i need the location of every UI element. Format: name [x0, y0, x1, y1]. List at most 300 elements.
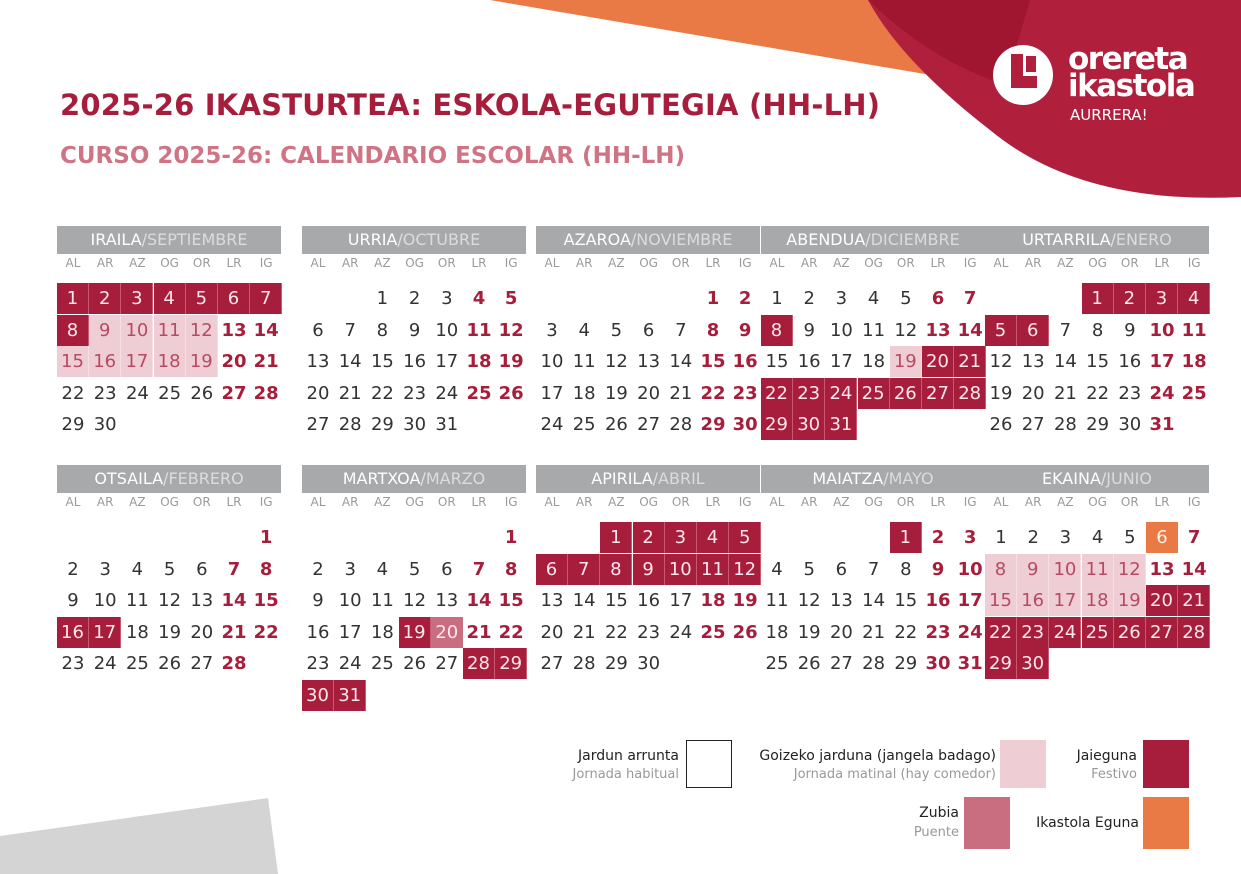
- calendar-day: 9: [89, 315, 121, 346]
- page-subtitle: CURSO 2025-26: CALENDARIO ESCOLAR (HH-LH): [60, 143, 686, 169]
- calendar-day: 25: [125, 653, 149, 674]
- calendar-day: 26: [797, 653, 821, 674]
- weekday-label: AZ: [129, 256, 146, 270]
- calendar-day: 23: [637, 621, 661, 643]
- calendar-day: 11: [1181, 319, 1207, 341]
- weekday-label: AZ: [374, 256, 391, 270]
- calendar-day: 20: [190, 621, 214, 643]
- month-urtarrila: [985, 226, 1209, 456]
- calendar-day: 29: [761, 409, 793, 440]
- month-azaroa: [536, 226, 760, 456]
- calendar-day: 15: [498, 590, 524, 611]
- legend-holiday-subtitle: Festivo: [1091, 767, 1137, 782]
- calendar-day: 28: [253, 382, 279, 404]
- weekday-label: AL: [769, 495, 785, 509]
- calendar-day: 1: [706, 288, 720, 309]
- calendar-day: 27: [829, 653, 853, 674]
- calendar-day: 3: [1059, 527, 1072, 548]
- calendar-day: 31: [1149, 414, 1175, 435]
- calendar-day: 16: [732, 351, 758, 372]
- calendar-day: 5: [985, 315, 1017, 346]
- weekday-label: IG: [963, 256, 977, 270]
- calendar-day: 23: [793, 378, 825, 409]
- calendar-day: 27: [1146, 617, 1178, 648]
- calendar-day: 4: [472, 288, 486, 309]
- calendar-day: 3: [441, 288, 453, 309]
- calendar-day: 17: [1149, 351, 1175, 372]
- calendar-day: 18: [125, 621, 149, 643]
- weekday-label: AL: [544, 256, 560, 270]
- calendar-day: 17: [957, 590, 983, 611]
- calendar-day: 16: [797, 351, 821, 372]
- calendar-day: 9: [67, 590, 79, 611]
- calendar-day: 11: [1082, 554, 1114, 585]
- calendar-day: 12: [894, 319, 918, 341]
- calendar-day: 31: [957, 653, 983, 674]
- weekday-label: AR: [800, 495, 818, 509]
- calendar-day: 3: [963, 527, 977, 548]
- calendar-day: 23: [93, 382, 117, 404]
- calendar-day: 13: [925, 319, 951, 341]
- calendar-day: 16: [57, 617, 89, 648]
- calendar-day: 29: [700, 414, 726, 435]
- calendar-day: 14: [669, 351, 693, 372]
- month-header: [761, 465, 985, 493]
- calendar-day: 12: [403, 590, 427, 611]
- calendar-day: 22: [604, 621, 628, 643]
- weekday-label: OR: [896, 495, 915, 509]
- calendar-day: 7: [250, 283, 282, 314]
- calendar-day: 6: [1017, 315, 1049, 346]
- calendar-day: 9: [408, 319, 421, 341]
- calendar-day: 24: [669, 621, 693, 643]
- weekday-label: OG: [160, 495, 179, 509]
- calendar-day: 26: [158, 653, 182, 674]
- calendar-day: 2: [67, 558, 79, 580]
- month-name-eu: URTARRILA: [1022, 230, 1111, 249]
- weekday-label: AR: [96, 256, 114, 270]
- calendar-day: 7: [227, 558, 241, 580]
- month-iraila: [57, 226, 281, 456]
- calendar-day: 11: [466, 319, 492, 341]
- calendar-day: 27: [922, 378, 954, 409]
- calendar-day: 1: [57, 283, 89, 314]
- calendar-day: 3: [121, 283, 153, 314]
- logo-tagline: AURRERA!: [1070, 106, 1148, 124]
- calendar-day: 27: [190, 653, 214, 674]
- month-name-separator: /: [163, 469, 169, 488]
- month-maiatza: [761, 465, 985, 695]
- month-header: [985, 465, 1209, 493]
- calendar-day: 10: [121, 315, 153, 346]
- calendar-day: 20: [829, 621, 853, 643]
- weekday-label: OG: [864, 256, 883, 270]
- weekday-label: AZ: [129, 495, 146, 509]
- calendar-day: 9: [738, 319, 752, 341]
- calendar-day: 24: [957, 621, 983, 643]
- calendar-day: 30: [1118, 414, 1142, 435]
- calendar-day: 19: [498, 351, 524, 372]
- weekday-label: AL: [993, 256, 1009, 270]
- calendar-day: 6: [536, 554, 568, 585]
- calendar-day: 13: [221, 319, 247, 341]
- month-name-separator: /: [883, 469, 889, 488]
- logo-line-2: ikastola: [1068, 68, 1195, 104]
- calendar-day: 30: [925, 653, 951, 674]
- calendar-day: 12: [729, 554, 761, 585]
- calendar-day: 14: [221, 590, 247, 611]
- calendar-day: 3: [665, 522, 697, 553]
- calendar-day: 30: [302, 680, 334, 711]
- weekday-label: OR: [671, 256, 690, 270]
- calendar-day: 26: [732, 621, 758, 643]
- calendar-day: 6: [441, 558, 453, 580]
- weekday-label: AZ: [1057, 495, 1074, 509]
- calendar-day: 23: [925, 621, 951, 643]
- calendar-day: 23: [1118, 382, 1142, 404]
- weekday-label: LR: [1154, 495, 1170, 509]
- calendar-day: 25: [1181, 382, 1207, 404]
- legend-holiday-title: Jaieguna: [1076, 748, 1137, 764]
- month-name-eu: ABENDUA: [786, 230, 866, 249]
- calendar-day: 2: [408, 288, 421, 309]
- calendar-day: 6: [218, 283, 250, 314]
- calendar-day: 30: [637, 653, 661, 674]
- month-name-eu: MAIATZA: [812, 469, 884, 488]
- calendar-day: 27: [637, 414, 661, 435]
- weekday-label: OG: [864, 495, 883, 509]
- weekday-label: AR: [341, 256, 359, 270]
- calendar-day: 26: [1114, 617, 1146, 648]
- weekday-label: OG: [160, 256, 179, 270]
- calendar-day: 12: [989, 351, 1013, 372]
- calendar-day: 4: [578, 319, 590, 341]
- calendar-day: 2: [1114, 283, 1146, 314]
- weekday-label: AR: [1024, 256, 1042, 270]
- month-header: [761, 226, 985, 254]
- month-name-es: FEBRERO: [168, 469, 244, 488]
- calendar-day: 28: [338, 414, 362, 435]
- calendar-day: 23: [403, 382, 427, 404]
- calendar-day: 17: [540, 382, 564, 404]
- weekday-label: OR: [437, 256, 456, 270]
- weekday-label: OG: [639, 256, 658, 270]
- legend-normal-subtitle: Jornada habitual: [572, 767, 679, 782]
- month-name-es: ENERO: [1115, 230, 1172, 249]
- calendar-day: 30: [1017, 648, 1049, 679]
- calendar-day: 24: [125, 382, 149, 404]
- calendar-day: 18: [466, 351, 492, 372]
- weekday-label: IG: [1187, 495, 1201, 509]
- calendar-day: 24: [338, 653, 362, 674]
- calendar-day: 22: [761, 378, 793, 409]
- calendar-day: 24: [825, 378, 857, 409]
- calendar-day: 24: [435, 382, 459, 404]
- calendar-day: 13: [540, 590, 564, 611]
- calendar-day: 25: [370, 653, 394, 674]
- calendar-day: 5: [504, 288, 518, 309]
- calendar-day: 9: [803, 319, 815, 341]
- calendar-day: 27: [540, 653, 564, 674]
- calendar-day: 15: [894, 590, 918, 611]
- calendar-day: 13: [829, 590, 853, 611]
- page-title: 2025-26 IKASTURTEA: ESKOLA-EGUTEGIA (HH-LH): [60, 88, 881, 122]
- calendar-day: 22: [1086, 382, 1110, 404]
- weekday-label: OG: [639, 495, 658, 509]
- weekday-label: OR: [671, 495, 690, 509]
- calendar-day: 11: [154, 315, 186, 346]
- calendar-day: 24: [93, 653, 117, 674]
- calendar-day: 4: [1091, 527, 1104, 548]
- calendar-day: 8: [259, 558, 273, 580]
- calendar-day: 18: [1181, 351, 1207, 372]
- calendar-day: 31: [435, 414, 459, 435]
- month-header: [985, 226, 1209, 254]
- calendar-day: 14: [572, 590, 596, 611]
- calendar-day: 10: [1149, 319, 1175, 341]
- calendar-day: 24: [1049, 617, 1081, 648]
- calendar-day: 14: [253, 319, 279, 341]
- month-urria: [302, 226, 526, 456]
- calendar-day: 25: [572, 414, 596, 435]
- calendar-day: 8: [57, 315, 89, 346]
- calendar-day: 9: [1017, 554, 1049, 585]
- calendar-day: 20: [922, 346, 954, 377]
- calendar-day: 6: [642, 319, 655, 341]
- calendar-day: 30: [93, 414, 117, 435]
- legend-morning-title: Goizeko jarduna (jangela badago): [759, 748, 996, 764]
- calendar-day: 22: [61, 382, 85, 404]
- calendar-day: 13: [637, 351, 661, 372]
- calendar-day: 19: [989, 382, 1013, 404]
- month-name-eu: OTSAILA: [94, 469, 164, 488]
- calendar-day: 20: [431, 617, 463, 648]
- legend-morning-swatch: [1000, 740, 1046, 788]
- legend-bridge-title: Zubia: [919, 805, 959, 821]
- calendar-day: 12: [498, 319, 524, 341]
- weekday-label: AL: [769, 256, 785, 270]
- calendar-day: 1: [376, 288, 389, 309]
- calendar-day: 29: [1086, 414, 1110, 435]
- calendar-day: 1: [1082, 283, 1114, 314]
- calendar-day: 22: [370, 382, 394, 404]
- weekday-label: AL: [310, 256, 326, 270]
- calendar-day: 8: [706, 319, 720, 341]
- calendar-day: 13: [435, 590, 459, 611]
- calendar-day: 31: [334, 680, 366, 711]
- month-abendua: [761, 226, 985, 456]
- calendar-day: 6: [835, 558, 848, 580]
- calendar-day: 29: [894, 653, 918, 674]
- calendar-day: 5: [610, 319, 623, 341]
- calendar-day: 3: [1146, 283, 1178, 314]
- calendar-day: 4: [131, 558, 144, 580]
- weekday-label: AL: [544, 495, 560, 509]
- weekday-label: AR: [1024, 495, 1042, 509]
- weekday-label: OR: [896, 256, 915, 270]
- calendar-day: 13: [306, 351, 330, 372]
- calendar-day: 23: [61, 653, 85, 674]
- calendar-day: 10: [338, 590, 362, 611]
- calendar-day: 8: [985, 554, 1017, 585]
- calendar-day: 21: [669, 382, 693, 404]
- calendar-day: 27: [306, 414, 330, 435]
- calendar-day: 17: [669, 590, 693, 611]
- month-header: [536, 226, 760, 254]
- calendar-day: 4: [697, 522, 729, 553]
- month-name-es: OCTUBRE: [402, 230, 481, 249]
- calendar-day: 3: [344, 558, 356, 580]
- month-header: [536, 465, 760, 493]
- calendar-day: 19: [1114, 585, 1146, 616]
- month-header: [302, 226, 526, 254]
- calendar-day: 21: [1053, 382, 1077, 404]
- month-name-es: JUNIO: [1106, 469, 1152, 488]
- weekday-label: IG: [259, 495, 273, 509]
- calendar-day: 18: [370, 621, 394, 643]
- calendar-day: 12: [158, 590, 182, 611]
- calendar-day: 25: [158, 382, 182, 404]
- calendar-day: 21: [253, 351, 279, 372]
- calendar-day: 8: [600, 554, 632, 585]
- calendar-day: 1: [995, 527, 1007, 548]
- calendar-day: 29: [495, 648, 527, 679]
- calendar-day: 25: [858, 378, 890, 409]
- calendar-day: 15: [765, 351, 789, 372]
- calendar-day: 28: [1053, 414, 1077, 435]
- weekday-label: LR: [1154, 256, 1170, 270]
- calendar-day: 28: [669, 414, 693, 435]
- calendar-day: 20: [1146, 585, 1178, 616]
- month-name-es: NOVIEMBRE: [636, 230, 733, 249]
- weekday-label: AR: [96, 495, 114, 509]
- calendar-day: 5: [1124, 527, 1136, 548]
- calendar-day: 14: [338, 351, 362, 372]
- calendar-day: 8: [761, 315, 793, 346]
- calendar-day: 20: [1021, 382, 1045, 404]
- calendar-day: 19: [797, 621, 821, 643]
- calendar-day: 18: [862, 351, 886, 372]
- calendar-day: 12: [1114, 554, 1146, 585]
- calendar-day: 16: [1118, 351, 1142, 372]
- calendar-day: 3: [99, 558, 111, 580]
- calendar-day: 22: [894, 621, 918, 643]
- weekday-label: AR: [800, 256, 818, 270]
- month-name-separator: /: [141, 230, 147, 249]
- calendar-day: 21: [338, 382, 362, 404]
- legend-bridge-subtitle: Puente: [913, 825, 959, 840]
- calendar-day: 7: [1187, 527, 1201, 548]
- calendar-day: 15: [604, 590, 628, 611]
- calendar-day: 12: [797, 590, 821, 611]
- calendar-day: 1: [771, 288, 783, 309]
- calendar-day: 11: [125, 590, 149, 611]
- calendar-day: 23: [732, 382, 758, 404]
- calendar-day: 15: [700, 351, 726, 372]
- calendar-day: 28: [463, 648, 495, 679]
- calendar-day: 7: [867, 558, 880, 580]
- month-name-eu: MARTXOA: [342, 469, 421, 488]
- calendar-day: 22: [498, 621, 524, 643]
- month-name-eu: EKAINA: [1041, 469, 1101, 488]
- weekday-label: LR: [226, 256, 242, 270]
- calendar-day: 10: [957, 558, 983, 580]
- month-header: [302, 465, 526, 493]
- calendar-day: 27: [1021, 414, 1045, 435]
- calendar-day: 2: [312, 558, 324, 580]
- weekday-label: IG: [738, 256, 752, 270]
- calendar-day: 2: [803, 288, 815, 309]
- calendar-day: 6: [312, 319, 324, 341]
- month-name-separator: /: [397, 230, 403, 249]
- weekday-label: OG: [1088, 256, 1107, 270]
- weekday-label: OR: [437, 495, 456, 509]
- calendar-day: 25: [1082, 617, 1114, 648]
- weekday-label: AZ: [833, 495, 850, 509]
- calendar-day: 12: [186, 315, 218, 346]
- weekday-label: OR: [192, 256, 211, 270]
- weekday-label: AL: [65, 495, 81, 509]
- calendar-day: 20: [221, 351, 247, 372]
- calendar-day: 5: [408, 558, 421, 580]
- calendar-day: 19: [732, 590, 758, 611]
- month-name-eu: APIRILA: [591, 469, 653, 488]
- calendar-day: 2: [931, 527, 945, 548]
- calendar-day: 28: [572, 653, 596, 674]
- logo-wordmark: [1068, 41, 1195, 104]
- calendar-day: 10: [540, 351, 564, 372]
- weekday-label: OG: [405, 495, 424, 509]
- gray-decor-shape: [0, 798, 278, 874]
- calendar-day: 1: [890, 522, 922, 553]
- calendar-day: 18: [700, 590, 726, 611]
- calendar-day: 24: [540, 414, 564, 435]
- calendar-day: 4: [154, 283, 186, 314]
- calendar-day: 26: [403, 653, 427, 674]
- calendar-day: 25: [700, 621, 726, 643]
- calendar-day: 17: [121, 346, 153, 377]
- weekday-label: AR: [575, 495, 593, 509]
- month-name-es: MAYO: [888, 469, 934, 488]
- weekday-label: AR: [341, 495, 359, 509]
- legend-bridge-swatch: [964, 797, 1010, 849]
- calendar-day: 28: [954, 378, 986, 409]
- legend-normal-title: Jardun arrunta: [578, 748, 679, 764]
- weekday-label: LR: [705, 495, 721, 509]
- weekday-label: IG: [963, 495, 977, 509]
- calendar-day: 28: [1178, 617, 1210, 648]
- calendar-day: 26: [890, 378, 922, 409]
- weekday-label: IG: [504, 256, 518, 270]
- calendar-day: 1: [600, 522, 632, 553]
- calendar-day: 16: [925, 590, 951, 611]
- calendar-day: 15: [370, 351, 394, 372]
- calendar-day: 19: [186, 346, 218, 377]
- calendar-day: 8: [900, 558, 912, 580]
- calendar-day: 26: [989, 414, 1013, 435]
- calendar-day: 7: [568, 554, 600, 585]
- calendar-day: 7: [963, 288, 977, 309]
- calendar-day: 1: [259, 527, 273, 548]
- calendar-day: 6: [1146, 522, 1178, 553]
- calendar-day: 18: [572, 382, 596, 404]
- calendar-day: 19: [399, 617, 431, 648]
- calendar-day: 8: [1091, 319, 1104, 341]
- calendar-day: 5: [186, 283, 218, 314]
- weekday-label: AZ: [608, 256, 625, 270]
- calendar-day: 5: [803, 558, 815, 580]
- month-header: [57, 226, 281, 254]
